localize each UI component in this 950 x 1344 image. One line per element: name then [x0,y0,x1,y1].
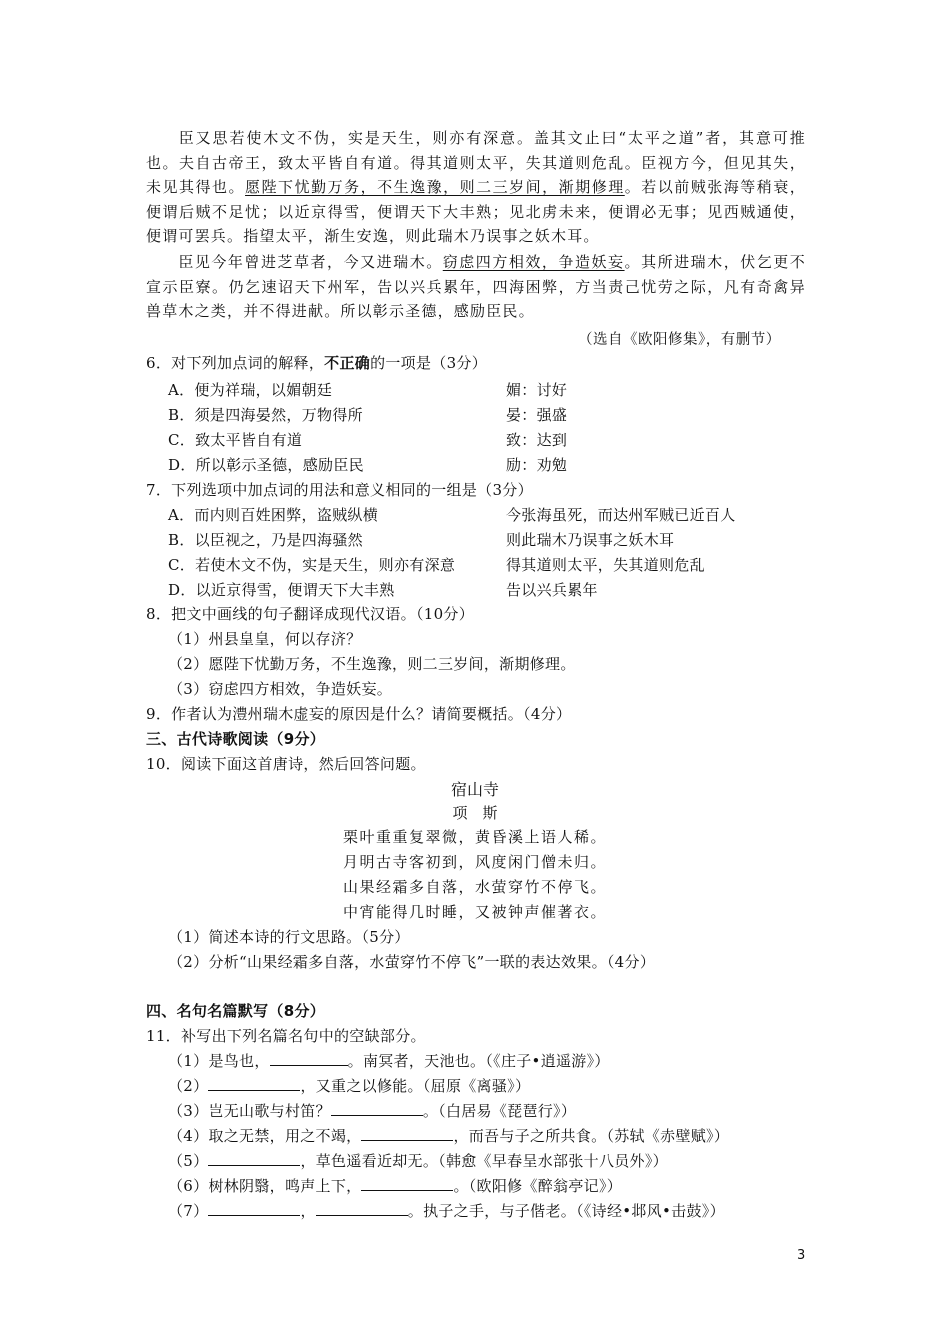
q7-option-a-compare: 今张海虽死，而达州军贼已近百人 [506,506,736,524]
answer-blank[interactable] [361,1176,453,1191]
emphasis-text: 不正确 [324,354,371,372]
q7-option-c-compare: 得其道则太平，失其道则危乱 [506,556,705,574]
poem-line-1: 栗叶重重复翠微，黄昏溪上语人稀。 [342,828,607,846]
q7-option-c: C．若使木文不伪，实是天生，则亦有深意 [168,556,456,574]
q11-item-5: （5） ，草色遥看近却无。（韩愈《早春呈水部张十八员外》） [168,1152,668,1170]
question-8-stem: 8．把文中画线的句子翻译成现代汉语。（10分） [146,605,475,623]
q6-option-c-gloss: 致：达到 [506,431,568,449]
question-11-stem: 11．补写出下列名篇名句中的空缺部分。 [146,1027,426,1045]
q10-item-2: （2）分析“山果经霜多自落，水萤穿竹不停飞”一联的表达效果。（4分） [168,953,656,971]
passage-paragraph-2 [146,250,806,324]
q8-item-2: （2）愿陛下忧勤万务，不生逸豫，则二三岁间，渐期修理。 [168,655,576,673]
q6-option-a-gloss: 媚：讨好 [506,381,568,399]
passage-text: 臣见今年曾进芝草者，今又进瑞木。 [178,253,443,271]
answer-blank[interactable] [270,1051,348,1066]
passage-paragraph-1 [146,126,806,249]
poem-line-3: 山果经霜多自落，水萤穿竹不停飞。 [342,878,607,896]
question-9-stem: 9．作者认为澧州瑞木虚妄的原因是什么？请简要概括。（4分） [146,705,572,723]
q10-item-1: （1）简述本诗的行文思路。（5分） [168,928,410,946]
answer-blank[interactable] [208,1201,300,1216]
section-4-title: 四、名句名篇默写（8分） [146,1002,326,1020]
q11-item-3: （3）岂无山歌与村笛？ 。（白居易《琵琶行》） [168,1102,577,1120]
q11-item-6: （6）树林阴翳，鸣声上下， 。（欧阳修《醉翁亭记》） [168,1177,623,1195]
passage-source: （选自《欧阳修集》，有删节） [578,332,781,348]
q7-option-d-compare: 告以兴兵累年 [506,581,598,599]
q6-option-d: D．所以彰示圣德，感励臣民 [168,456,364,474]
answer-blank[interactable] [331,1101,423,1116]
q8-item-3: （3）窃虑四方相效，争造妖妄。 [168,680,393,698]
poem-title: 宿山寺 [450,780,499,799]
poem-author: 项 斯 [452,804,498,822]
q11-item-1: （1）是鸟也， 。南冥者，天池也。（《庄子•逍遥游》） [168,1052,610,1070]
q6-option-a: A．便为祥瑞，以媚朝廷 [168,381,333,399]
q11-item-2: （2） ，又重之以修能。（屈原《离骚》） [168,1077,531,1095]
passage-text: 。若以前贼张海等稍衰，便谓后贼不足忧；以近京得雪，便谓天下大丰熟；见北虏未来，便谓必无事；见西贼通使，便谓可罢兵。指望太平，渐生安逸，则此瑞木乃误事之妖木耳。 [146,178,806,245]
q7-option-b-compare: 则此瑞木乃误事之妖木耳 [506,531,675,549]
q6-option-b: B．须是四海晏然，万物得所 [168,406,363,424]
q7-option-a: A．而内则百姓困弊，盗贼纵横 [168,506,379,524]
q6-option-c: C．致太平皆自有道 [168,431,303,449]
passage-text: 臣又思若使木文不伪，实是天生，则亦有深意。盖其文止曰“太平之道”者，其意可推也。夫自古帝王，致太平皆自有道。得其道则太平，失其道则危乱。臣视方今，但见其失，未见其得也。 [146,129,806,196]
answer-blank[interactable] [208,1151,300,1166]
underlined-sentence-2: 愿陛下忧勤万务，不生逸豫，则二三岁间，渐期修理 [245,178,625,196]
passage-text: 。其所进瑞木，伏乞更不宣示臣寮。仍乞速诏天下州军，告以兴兵累年，四海困弊，方当责己忧劳之际，凡有奇禽异兽草木之类，并不得进献。所以彰示圣德，感励臣民。 [146,253,807,320]
question-6-stem: 6．对下列加点词的解释，不正确的一项是（3分） [146,354,488,372]
q6-option-b-gloss: 晏：强盛 [506,406,568,424]
answer-blank[interactable] [361,1126,453,1141]
q11-item-4: （4）取之无禁，用之不竭， ，而吾与子之所共食。（苏轼《赤壁赋》） [168,1127,730,1145]
poem-line-2: 月明古寺客初到，风度闲门僧未归。 [342,853,607,871]
q7-option-b: B．以臣视之，乃是四海骚然 [168,531,363,549]
section-3-title: 三、古代诗歌阅读（9分） [146,730,326,748]
poem-line-4: 中宵能得几时睡，又被钟声催著衣。 [342,903,607,921]
question-10-stem: 10．阅读下面这首唐诗，然后回答问题。 [146,755,426,773]
q6-option-d-gloss: 励：劝勉 [506,456,568,474]
page-number: 3 [797,1248,806,1263]
question-7-stem: 7．下列选项中加点词的用法和意义相同的一组是（3分） [146,481,533,499]
answer-blank[interactable] [208,1076,300,1091]
answer-blank[interactable] [316,1201,408,1216]
q7-option-d: D．以近京得雪，便谓天下大丰熟 [168,581,395,599]
q8-item-1: （1）州县皇皇，何以存济？ [168,630,362,648]
q11-item-7: （7） ， 。执子之手，与子偕老。（《诗经•邶风•击鼓》） [168,1202,725,1220]
underlined-sentence-3: 窃虑四方相效，争造妖妄 [442,253,625,271]
